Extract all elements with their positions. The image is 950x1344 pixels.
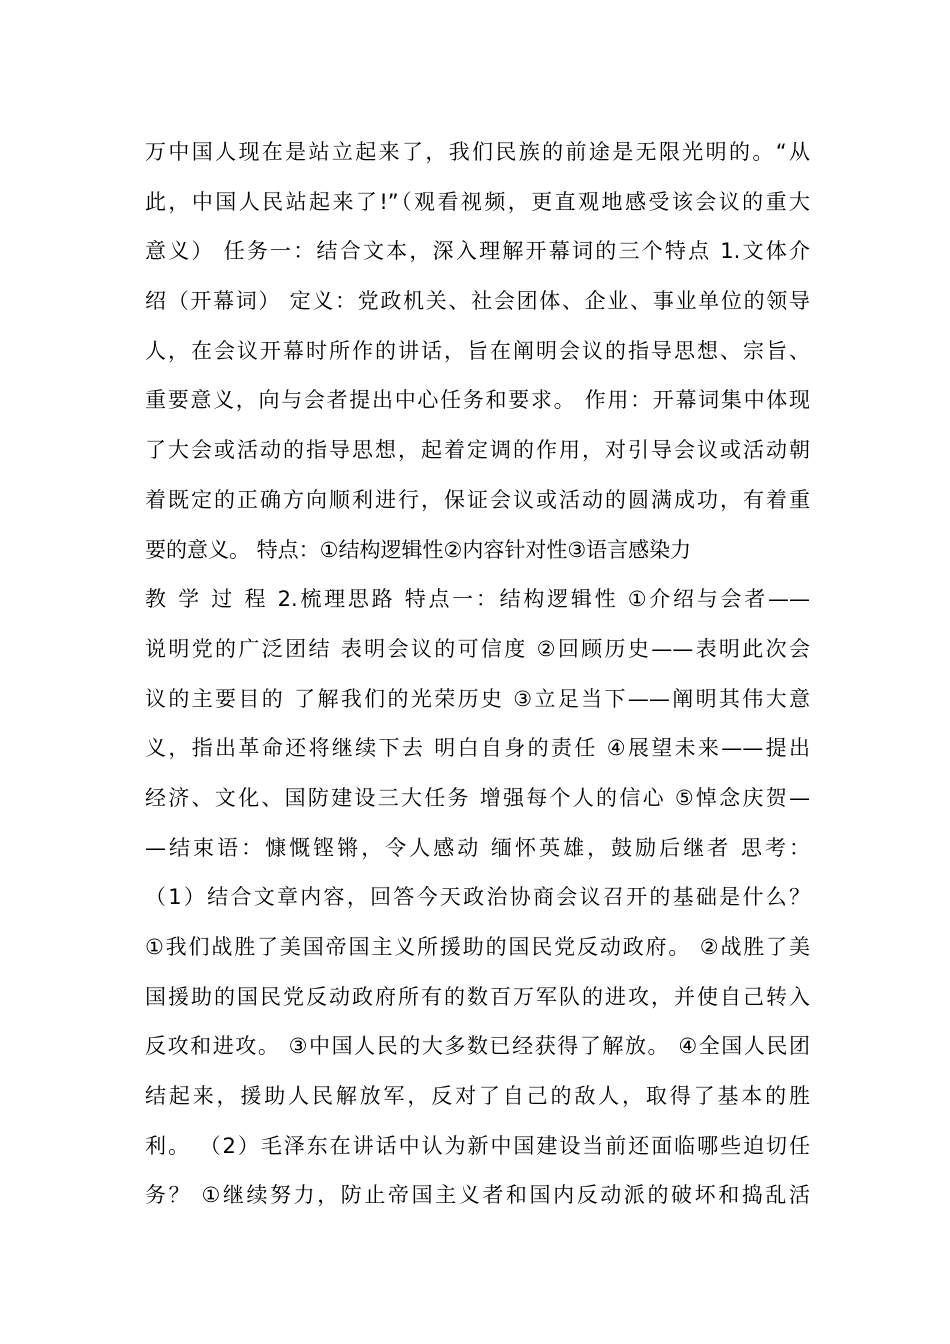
text-line-16: （1）结合文章内容，回答今天政治协商会议召开的基础是什么？ xyxy=(145,885,810,910)
body-text xyxy=(145,128,810,1221)
text-line-7: 了大会或活动的指导思想，起着定调的作用，对引导会议或活动朝 xyxy=(145,438,810,463)
text-line-8: 着既定的正确方向顺利进行，保证会议或活动的圆满成功，有着重 xyxy=(145,487,810,512)
text-line-13: 义，指出革命还将继续下去 明白自身的责任 ④展望未来——提出 xyxy=(145,736,810,761)
text-line-3: 意义） 任务一：结合文本，深入理解开幕词的三个特点 1.文体介 xyxy=(145,239,810,264)
text-line-22: 务？ ①继续努力，防止帝国主义者和国内反动派的破坏和捣乱活 xyxy=(145,1183,810,1208)
text-line-15: —结束语：慷慨铿锵，令人感动 缅怀英雄，鼓励后继者 思考： xyxy=(145,835,810,860)
text-line-14: 经济、文化、国防建设三大任务 增强每个人的信心 ⑤悼念庆贺— xyxy=(145,785,810,810)
text-line-9: 要的意义。 特点：①结构逻辑性②内容针对性③语言感染力 xyxy=(145,537,692,562)
text-line-17: ①我们战胜了美国帝国主义所援助的国民党反动政府。 ②战胜了美 xyxy=(145,935,810,959)
text-line-6: 重要意义，向与会者提出中心任务和要求。 作用：开幕词集中体现 xyxy=(145,388,810,413)
text-line-11: 说明党的广泛团结 表明会议的可信度 ②回顾历史——表明此次会 xyxy=(145,636,810,661)
text-line-20: 结起来，援助人民解放军，反对了自己的敌人，取得了基本的胜 xyxy=(145,1084,810,1109)
text-line-10: 教 学 过 程 2.梳理思路 特点一：结构逻辑性 ①介绍与会者—— xyxy=(145,587,810,612)
text-line-2: 此，中国人民站起来了!”（观看视频，更直观地感受该会议的重大 xyxy=(145,189,810,214)
text-line-19: 反攻和进攻。 ③中国人民的大多数已经获得了解放。 ④全国人民团 xyxy=(145,1034,810,1059)
text-line-1: 万中国人现在是站立起来了，我们民族的前途是无限光明的。“从 xyxy=(145,140,810,164)
text-line-4: 绍（开幕词） 定义：党政机关、社会团体、企业、事业单位的领导 xyxy=(145,289,810,314)
text-line-21: 利。 （2）毛泽东在讲话中认为新中国建设当前还面临哪些迫切任 xyxy=(145,1133,810,1158)
text-line-18: 国援助的国民党反动政府所有的数百万军队的进攻，并使自己转入 xyxy=(145,984,810,1009)
text-line-5: 人，在会议开幕时所作的讲话，旨在阐明会议的指导思想、宗旨、 xyxy=(145,338,810,363)
text-line-12: 议的主要目的 了解我们的光荣历史 ③立足当下——阐明其伟大意 xyxy=(145,686,810,711)
